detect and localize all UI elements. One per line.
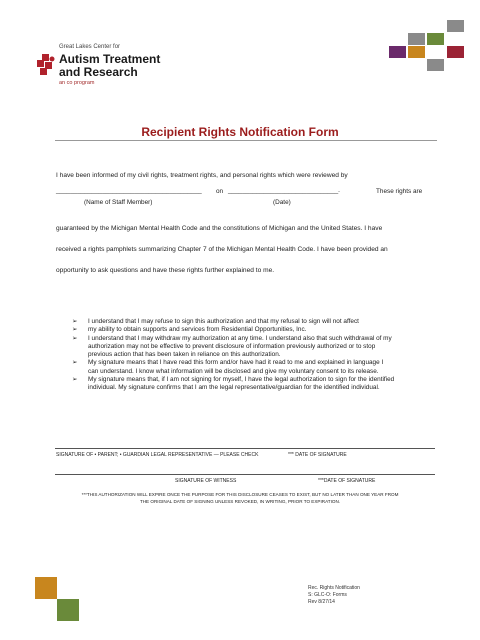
footer-line: Rev 8/27/14	[308, 599, 335, 605]
list-item	[72, 326, 442, 334]
list-item	[72, 359, 442, 376]
paragraph-line: opportunity to ask questions and have these rights further explained to me.	[56, 267, 275, 274]
bullet-text: individual. My signature confirms that I am the legal representative/guardian for the identified individual.	[88, 384, 380, 392]
bullet-text: can understand. I know what information will be disclosed and give my voluntary consent to its release.	[88, 367, 379, 375]
deco-square	[389, 46, 406, 58]
bullet-text: my ability to obtain supports and services from Residential Opportunities, Inc.	[88, 326, 307, 334]
expiration-notice-line: ***THIS AUTHORIZATION WILL EXPIRE ONCE THE PURPOSE FOR THIS DISCLOSURE CEASES TO EXIST, BUT NO LATER THAN ONE YEAR FROM	[81, 492, 399, 497]
bullet-text: I understand that I may refuse to sign this authorization and that my refusal to sign will not affect	[88, 318, 359, 325]
date-blank[interactable]: _______________________________.	[228, 187, 340, 194]
on-text: on	[216, 188, 224, 195]
arrow-bullet-icon: ➢	[72, 334, 78, 342]
logo-line-2: and Research	[59, 65, 138, 79]
deco-square	[427, 59, 444, 71]
date-label: (Date)	[273, 199, 291, 206]
title-divider	[55, 140, 437, 141]
puzzle-logo-icon	[37, 54, 57, 76]
signature-of-label: SIGNATURE OF • PARENT; • GUARDIAN LEGAL REPRESENTATIVE — PLEASE CHECK	[56, 452, 259, 458]
witness-signature-line[interactable]	[55, 474, 435, 475]
deco-square	[57, 599, 79, 621]
footer-line: S: GLC-O: Forms	[308, 592, 347, 598]
staff-name-label: (Name of Staff Member)	[84, 199, 153, 206]
deco-square	[408, 33, 425, 45]
deco-square	[447, 20, 464, 32]
deco-square	[35, 577, 57, 599]
bullet-text: authorization may not be effective to prevent disclosure of information previously authorized or to stop	[88, 342, 376, 350]
bullet-text: My signature means that I have read this form and/or have had it read to me and explained in language I	[88, 359, 384, 367]
deco-square	[427, 33, 444, 45]
intro-text: I have been informed of my civil rights, treatment rights, and personal rights which were reviewed by	[56, 172, 348, 179]
paragraph-line: received a rights pamphlets summarizing Chapter 7 of the Michigan Mental Health Code. I have been provided an	[56, 246, 388, 253]
logo-subtitle: an co program	[59, 80, 95, 86]
list-item	[72, 376, 442, 393]
expiration-notice-line: THE ORIGINAL DATE OF SIGNING UNLESS REVOKED, IN WRITING, PRIOR TO EXPIRATION.	[139, 499, 341, 504]
footer-line: Rec. Rights Notification	[308, 585, 360, 591]
logo-org-text: Great Lakes Center for	[59, 44, 121, 50]
organization-logo	[37, 44, 187, 94]
list-item	[72, 318, 442, 326]
logo-line-1: Autism Treatment	[59, 52, 161, 66]
arrow-bullet-icon: ➢	[72, 326, 78, 334]
bullet-text: I understand that I may withdraw my authorization at any time. I understand also that such withdrawal of my	[88, 334, 392, 342]
paragraph-line: guaranteed by the Michigan Mental Health Code and the constitutions of Michigan and the United States. I have	[56, 225, 383, 232]
deco-square	[447, 46, 464, 58]
document-footer	[308, 585, 360, 606]
deco-square	[408, 46, 425, 58]
arrow-bullet-icon: ➢	[72, 376, 78, 384]
bullet-text: My signature means that, if I am not signing for myself, I have the legal authorization to sign for the identified	[88, 376, 395, 384]
staff-name-blank[interactable]: _________________________________________	[56, 187, 202, 194]
acknowledgement-list	[72, 318, 442, 393]
bullet-text: previous action that has been taken in reliance on this authorization.	[88, 351, 281, 359]
list-item	[72, 335, 442, 360]
witness-date-label: ***DATE OF SIGNATURE	[318, 478, 376, 484]
witness-label: SIGNATURE OF WITNESS	[175, 478, 237, 484]
rights-are-text: These rights are	[376, 188, 423, 195]
signature-line[interactable]	[55, 448, 435, 449]
arrow-bullet-icon: ➢	[72, 318, 78, 325]
date-of-signature-label: *** DATE OF SIGNATURE	[288, 452, 347, 458]
arrow-bullet-icon: ➢	[72, 359, 78, 367]
page-title: Recipient Rights Notification Form	[141, 125, 339, 139]
